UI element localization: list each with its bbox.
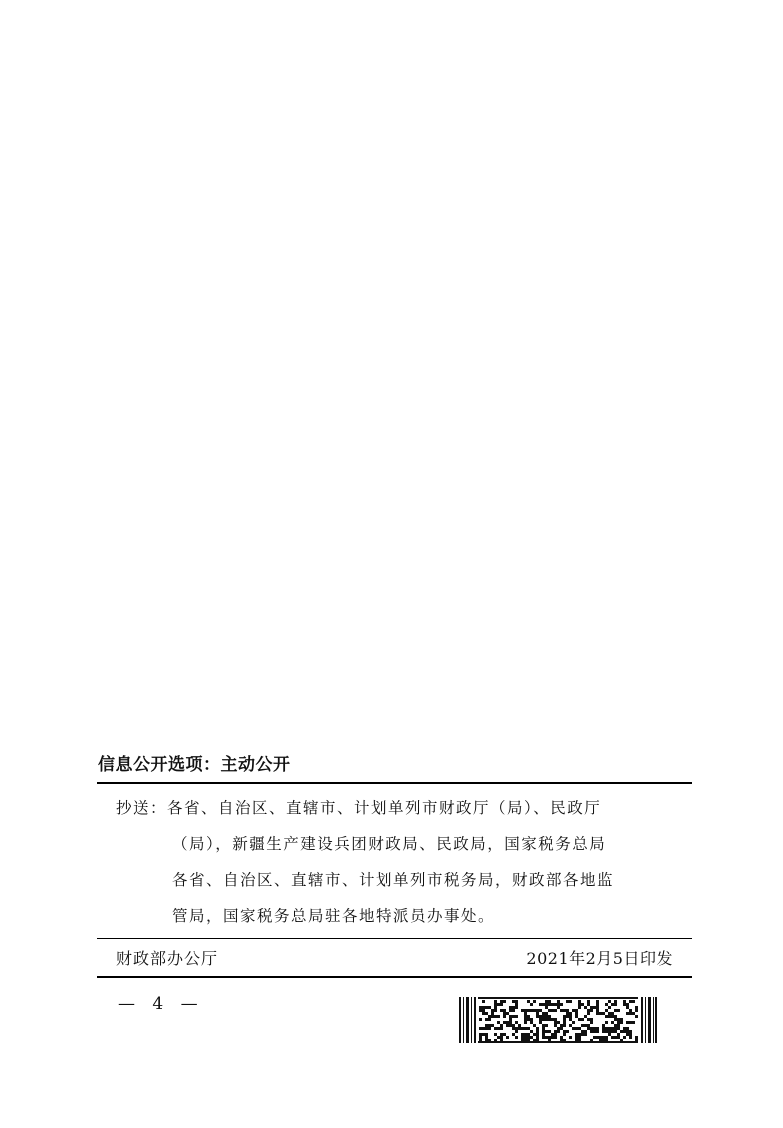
issuing-office: 财政部办公厅	[116, 949, 219, 968]
disclosure-option: 信息公开选项：主动公开	[98, 755, 291, 775]
middle-rule	[97, 938, 692, 939]
cc-line: （局），新疆生产建设兵团财政局、民政局，国家税务总局	[172, 835, 607, 853]
top-rule	[97, 782, 692, 784]
cc-line: 抄送：各省、自治区、直辖市、计划单列市财政厅（局）、民政厅	[116, 799, 602, 817]
cc-line: 管局，国家税务总局驻各地特派员办事处。	[172, 907, 496, 925]
bottom-rule	[97, 976, 692, 978]
page-number: — 4 —	[118, 994, 204, 1014]
2d-barcode-icon	[459, 997, 657, 1043]
cc-line: 各省、自治区、直辖市、计划单列市税务局，财政部各地监	[172, 871, 615, 889]
issue-date: 2021年2月5日印发	[526, 949, 673, 968]
cc-list	[116, 790, 686, 934]
